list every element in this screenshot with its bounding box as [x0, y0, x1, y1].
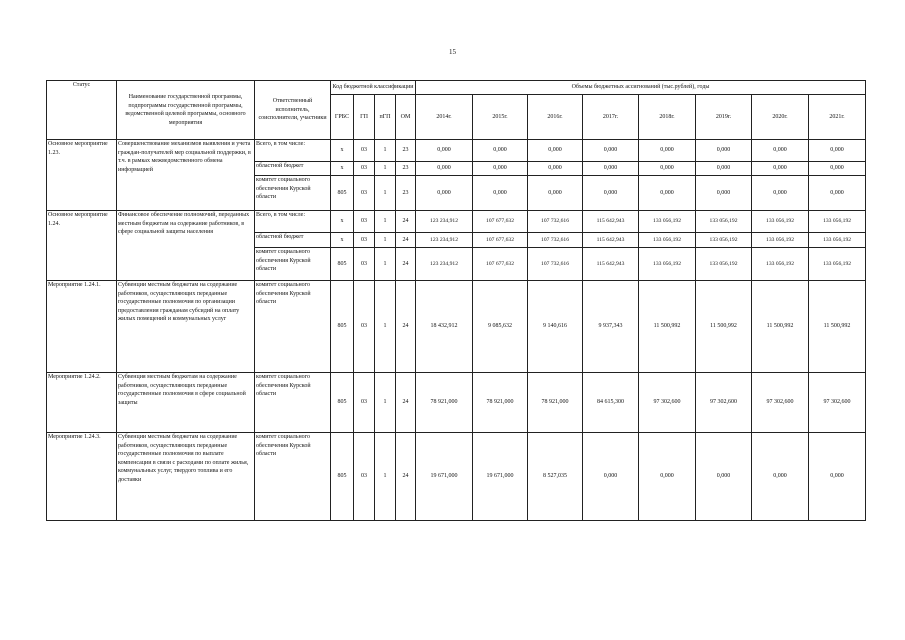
value-cell: 0,000 [752, 140, 809, 162]
status-cell: Мероприятие 1.24.2. [47, 373, 117, 433]
value-cell: 0,000 [696, 433, 752, 521]
name-cell: Совершенствование механизмов выявления и учета граждан-получателей мер социальной поддержки, в т.ч. в рамках межведомственного обмена информацией [117, 140, 255, 211]
value-cell: 133 056,192 [639, 233, 696, 248]
code-cell: 23 [396, 176, 416, 211]
status-cell: Основное мероприятие 1.24. [47, 211, 117, 281]
value-cell: 97 302,600 [809, 373, 866, 433]
value-cell: 9 140,616 [528, 281, 583, 373]
value-cell: 133 056,192 [696, 211, 752, 233]
code-cell: 03 [354, 176, 375, 211]
table-row [47, 373, 866, 433]
value-cell: 78 921,000 [528, 373, 583, 433]
header-year: 2021г. [809, 95, 866, 140]
value-cell: 133 056,192 [809, 211, 866, 233]
code-cell: 03 [354, 233, 375, 248]
value-cell: 0,000 [473, 162, 528, 176]
header-code: пГП [375, 95, 396, 140]
header-year: 2020г. [752, 95, 809, 140]
value-cell: 115 642,943 [583, 248, 639, 281]
value-cell: 78 921,000 [416, 373, 473, 433]
value-cell: 107 732,616 [528, 248, 583, 281]
value-cell: 0,000 [639, 162, 696, 176]
value-cell: 78 921,000 [473, 373, 528, 433]
code-cell: х [331, 211, 354, 233]
value-cell: 0,000 [752, 162, 809, 176]
executor-cell: областной бюджет [255, 233, 331, 248]
code-cell: 1 [375, 176, 396, 211]
value-cell: 133 056,192 [752, 233, 809, 248]
header-year: 2015г. [473, 95, 528, 140]
value-cell: 0,000 [752, 433, 809, 521]
value-cell: 11 500,992 [752, 281, 809, 373]
header-status: Статус [47, 81, 117, 140]
status-cell: Мероприятие 1.24.3. [47, 433, 117, 521]
code-cell: 24 [396, 373, 416, 433]
value-cell: 133 056,192 [639, 211, 696, 233]
value-cell: 123 234,912 [416, 233, 473, 248]
page-number: 15 [449, 48, 456, 56]
value-cell: 18 432,912 [416, 281, 473, 373]
code-cell: 805 [331, 433, 354, 521]
code-cell: 805 [331, 281, 354, 373]
value-cell: 0,000 [583, 162, 639, 176]
header-executor: Ответственный исполнитель, соисполнители, участники [255, 81, 331, 140]
code-cell: 24 [396, 248, 416, 281]
executor-cell: комитет социального обеспечения Курской области [255, 248, 331, 281]
header-year: 2017г. [583, 95, 639, 140]
value-cell: 133 056,192 [639, 248, 696, 281]
code-cell: 24 [396, 433, 416, 521]
value-cell: 0,000 [528, 176, 583, 211]
code-cell: 03 [354, 281, 375, 373]
value-cell: 115 642,943 [583, 211, 639, 233]
executor-cell: областной бюджет [255, 162, 331, 176]
code-cell: 1 [375, 140, 396, 162]
value-cell: 107 732,616 [528, 233, 583, 248]
value-cell: 133 056,192 [809, 248, 866, 281]
code-cell: х [331, 162, 354, 176]
value-cell: 0,000 [696, 176, 752, 211]
code-cell: 03 [354, 248, 375, 281]
executor-cell: комитет социального обеспечения Курской области [255, 281, 331, 373]
value-cell: 9 085,632 [473, 281, 528, 373]
code-cell: 1 [375, 233, 396, 248]
value-cell: 0,000 [696, 162, 752, 176]
value-cell: 0,000 [583, 176, 639, 211]
value-cell: 0,000 [528, 140, 583, 162]
value-cell: 0,000 [473, 176, 528, 211]
value-cell: 0,000 [416, 176, 473, 211]
value-cell: 0,000 [639, 176, 696, 211]
code-cell: 03 [354, 433, 375, 521]
value-cell: 133 056,192 [696, 248, 752, 281]
code-cell: 24 [396, 281, 416, 373]
value-cell: 0,000 [583, 140, 639, 162]
name-cell: Субвенция местным бюджетам на содержание работников, осуществляющих переданные государственные полномочия в сфере социальной защиты [117, 373, 255, 433]
code-cell: 1 [375, 281, 396, 373]
executor-cell: Всего, в том числе: [255, 140, 331, 162]
value-cell: 11 500,992 [639, 281, 696, 373]
code-cell: 23 [396, 140, 416, 162]
value-cell: 0,000 [583, 433, 639, 521]
value-cell: 97 302,600 [639, 373, 696, 433]
executor-cell: комитет социального обеспечения Курской области [255, 373, 331, 433]
code-cell: х [331, 233, 354, 248]
value-cell: 0,000 [639, 140, 696, 162]
value-cell: 9 937,343 [583, 281, 639, 373]
status-cell: Основное мероприятие 1.23. [47, 140, 117, 211]
code-cell: 23 [396, 162, 416, 176]
header-name: Наименование государственной программы, подпрограммы государственной программы, ведомственной целевой программы, основного мероприятия [117, 81, 255, 140]
code-cell: 805 [331, 176, 354, 211]
value-cell: 115 642,943 [583, 233, 639, 248]
header-code: ГРБС [331, 95, 354, 140]
value-cell: 133 056,192 [809, 233, 866, 248]
executor-cell: комитет социального обеспечения Курской области [255, 176, 331, 211]
value-cell: 107 677,632 [473, 233, 528, 248]
code-cell: х [331, 140, 354, 162]
code-cell: 1 [375, 211, 396, 233]
name-cell: Финансовое обеспечение полномочий, переданных местным бюджетам на содержание работников, в сфере социальной защиты населения [117, 211, 255, 281]
value-cell: 19 671,000 [416, 433, 473, 521]
code-cell: 1 [375, 433, 396, 521]
code-cell: 1 [375, 248, 396, 281]
value-cell: 11 500,992 [809, 281, 866, 373]
executor-cell: комитет социального обеспечения Курской области [255, 433, 331, 521]
code-cell: 1 [375, 162, 396, 176]
executor-cell: Всего, в том числе: [255, 211, 331, 233]
code-cell: 03 [354, 162, 375, 176]
value-cell: 0,000 [809, 140, 866, 162]
value-cell: 133 056,192 [752, 211, 809, 233]
value-cell: 0,000 [696, 140, 752, 162]
value-cell: 84 615,300 [583, 373, 639, 433]
code-cell: 805 [331, 248, 354, 281]
value-cell: 0,000 [809, 433, 866, 521]
value-cell: 0,000 [416, 140, 473, 162]
code-cell: 24 [396, 211, 416, 233]
value-cell: 0,000 [639, 433, 696, 521]
header-code: ОМ [396, 95, 416, 140]
value-cell: 0,000 [473, 140, 528, 162]
value-cell: 0,000 [809, 162, 866, 176]
value-cell: 133 056,192 [752, 248, 809, 281]
value-cell: 107 677,632 [473, 248, 528, 281]
value-cell: 0,000 [752, 176, 809, 211]
table-row [47, 281, 866, 373]
value-cell: 133 056,192 [696, 233, 752, 248]
code-cell: 24 [396, 233, 416, 248]
value-cell: 97 302,600 [696, 373, 752, 433]
value-cell: 0,000 [416, 162, 473, 176]
value-cell: 123 234,912 [416, 211, 473, 233]
table-row [47, 140, 866, 162]
budget-table [46, 80, 866, 521]
header-year: 2014г. [416, 95, 473, 140]
code-cell: 03 [354, 373, 375, 433]
header-code: ГП [354, 95, 375, 140]
header-year: 2016г. [528, 95, 583, 140]
value-cell: 19 671,000 [473, 433, 528, 521]
value-cell: 107 732,616 [528, 211, 583, 233]
code-cell: 03 [354, 140, 375, 162]
header-code-group: Код бюджетной классификации [331, 81, 416, 95]
header-volume-group: Объемы бюджетных ассигнований (тыс.рублей), годы [416, 81, 866, 95]
table-row [47, 433, 866, 521]
name-cell: Субвенции местным бюджетам на содержание работников, осуществляющих переданные государственные полномочия по выплате компенсации в связи с расходами по оплате жилья, коммунальных услуг, твердого топлива и его доставки [117, 433, 255, 521]
value-cell: 0,000 [528, 162, 583, 176]
header-year: 2019г. [696, 95, 752, 140]
value-cell: 97 302,600 [752, 373, 809, 433]
header-year: 2018г. [639, 95, 696, 140]
table-row [47, 211, 866, 233]
value-cell: 123 234,912 [416, 248, 473, 281]
value-cell: 107 677,632 [473, 211, 528, 233]
status-cell: Мероприятие 1.24.1. [47, 281, 117, 373]
value-cell: 8 527,035 [528, 433, 583, 521]
value-cell: 11 500,992 [696, 281, 752, 373]
value-cell: 0,000 [809, 176, 866, 211]
code-cell: 805 [331, 373, 354, 433]
code-cell: 1 [375, 373, 396, 433]
code-cell: 03 [354, 211, 375, 233]
name-cell: Субвенции местным бюджетам на содержание работников, осуществляющих переданные государственные полномочия по организации предоставления гражданам субсидий на оплату жилых помещений и коммунальных услуг [117, 281, 255, 373]
